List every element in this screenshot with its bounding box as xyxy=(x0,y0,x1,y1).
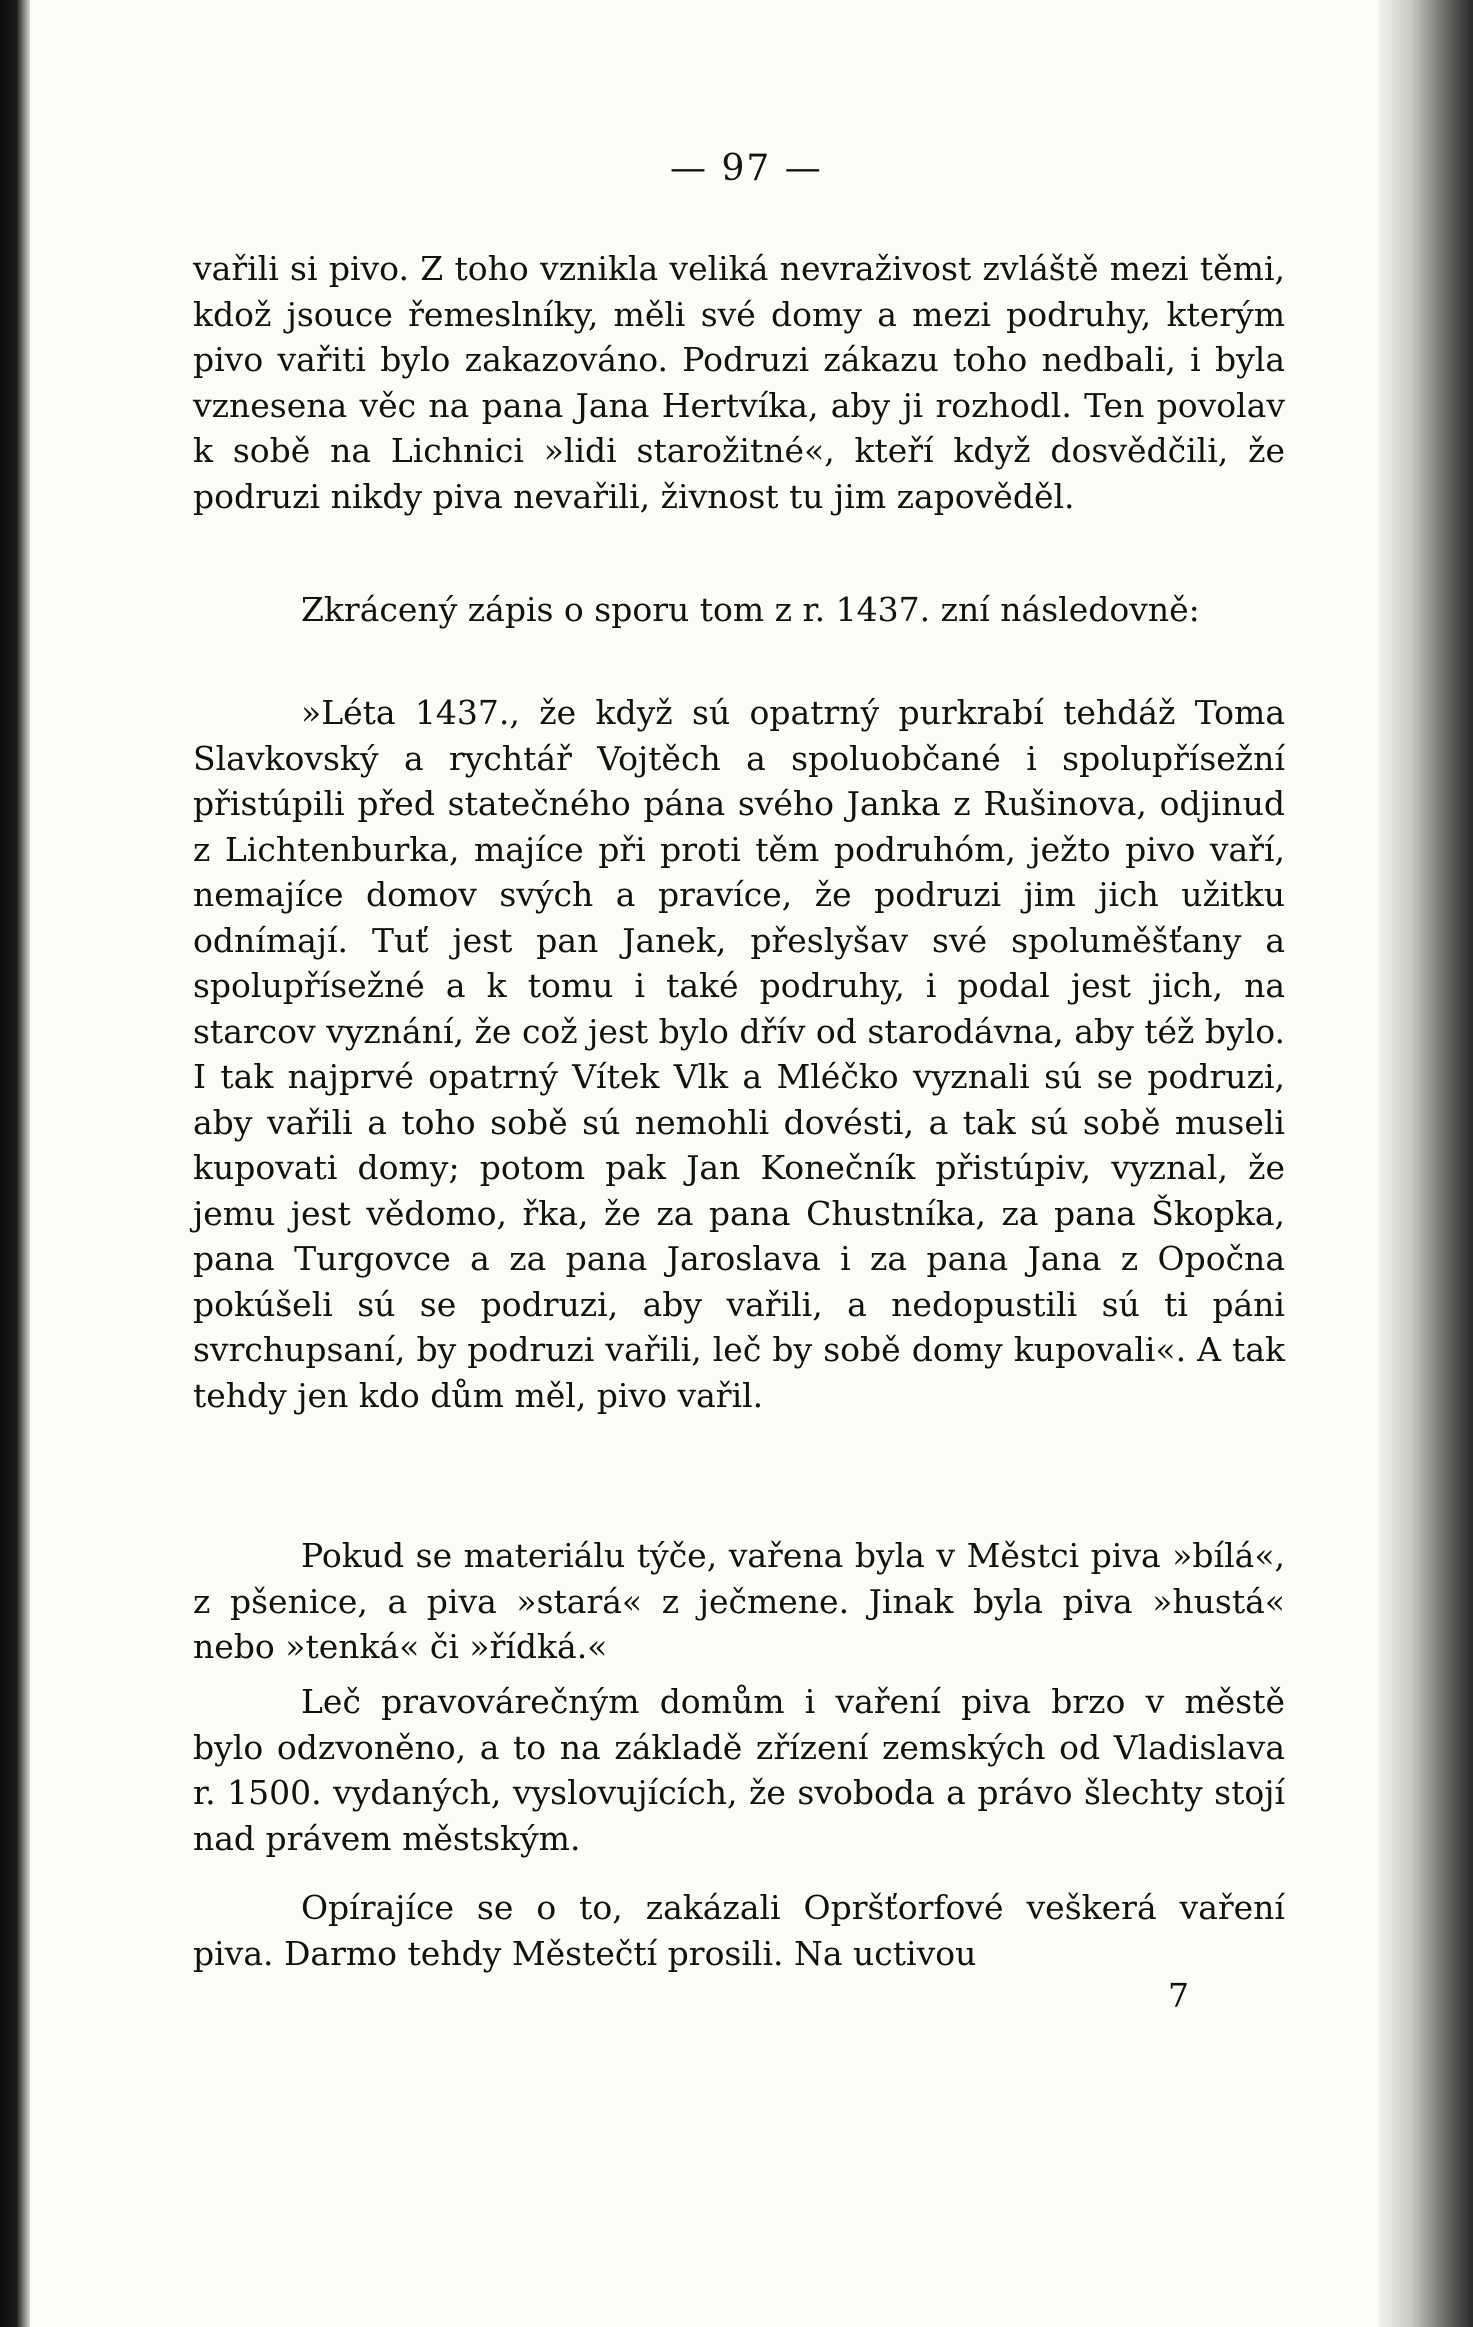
paragraph-4: Pokud se materiálu týče, vařena byla v Městci piva »bílá«, z pšenice, a piva »stará« z ječmene. Jinak byla piva »hustá« nebo »tenká« či »řídká.« xyxy=(193,1536,1285,1666)
scan-right-edge xyxy=(1378,0,1473,2327)
scan-left-edge xyxy=(0,0,30,2327)
paragraph-5: Leč pravovárečným domům i vaření piva brzo v městě bylo odzvoněno, a to na základě zřízení zemských od Vladislava r. 1500. vydaných, vyslovujících, že svoboda a právo šlechty stojí nad právem městským. xyxy=(193,1682,1285,1858)
paragraph-3-quote: »Léta 1437., že když sú opatrný purkrabí tehdáž Toma Slavkovský a rychtář Vojtěch a spoluobčané i spolupřísežní přistúpili před statečného pána svého Janka z Rušinova, odjinud z Lichtenburka, majíce při proti těm podruhóm, ježto pivo vaří, nemajíce domov svých a pravíce, že podruzi jim jich užitku odnímají. Tuť jest pan Janek, přeslyšav své spoluměšťany a spolupřísežné a k tomu i také podruhy, i podal jest jich, na starcov vyznání, že což jest bylo dřív od starodávna, aby též bylo. I tak najprvé opatrný Vítek Vlk a Mléčko vyznali sú se podruzi, aby vařili a toho sobě sú nemohli dovésti, a tak sú sobě museli kupovati domy; potom pak Jan Konečník přistúpiv, vyznal, že jemu jest vědomo, řka, že za pana Chustníka, za pana Škopka, pana Turgovce a za pana Jaroslava i za pana Jana z Opočna pokúšeli sú se podruzi, aby vařili, a nedopustili sú ti páni svrchupsaní, by podruzi vařili, leč by sobě domy kupovali«. A tak tehdy jen kdo dům měl, pivo vařil. xyxy=(193,693,1285,1415)
page-number: — 97 — xyxy=(670,148,823,189)
paragraph-6: Opírajíce se o to, zakázali Opršťorfové veškerá vaření piva. Darmo tehdy Městečtí prosili. Na uctivou xyxy=(193,1888,1285,1973)
paragraph-2: Zkrácený zápis o sporu tom z r. 1437. zní následovně: xyxy=(301,590,1200,629)
paragraph-1: vařili si pivo. Z toho vznikla veliká nevraživost zvláště mezi těmi, kdož jsouce řemeslníky, měli své domy a mezi podruhy, kterým pivo vařiti bylo zakazováno. Podruzi zákazu toho nedbali, i byla vznesena věc na pana Jana Hertvíka, aby ji rozhodl. Ten povolav k sobě na Lichnici »lidi starožitné«, kteří když dosvědčili, že podruzi nikdy piva nevařili, živnost tu jim zapověděl. xyxy=(193,249,1285,516)
signature-mark: 7 xyxy=(1168,1976,1189,2015)
